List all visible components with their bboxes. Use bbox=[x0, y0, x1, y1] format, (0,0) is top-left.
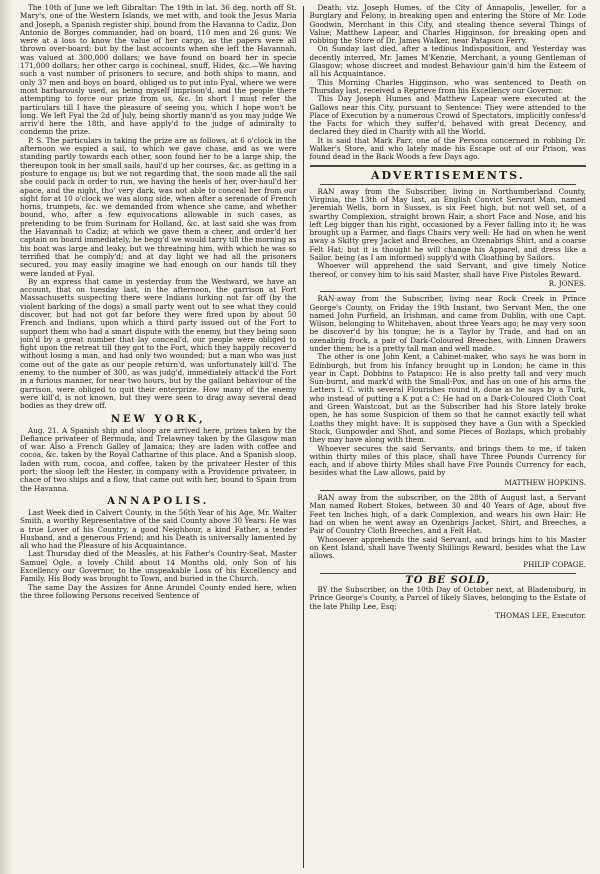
right-column bbox=[304, 4, 587, 870]
section-divider bbox=[310, 165, 587, 167]
advertisements-heading: ADVERTISEMENTS. bbox=[370, 168, 525, 182]
advertisement-sale bbox=[309, 574, 587, 620]
annapolis-assizes: The same Day the Assizes for Anne Arundel County ended here, when the three following Persons received Sentence of bbox=[20, 582, 297, 600]
ad-hopkins-reward: Whoever secures the said Servants, and brings them to me, if taken within thirty miles of this place, shall have Three Pounds Currency for each, and if above thirty Miles shall have Five Pounds Currency for each, besides what the Law allows, paid by bbox=[309, 443, 586, 478]
ad-copage-reward: Whosoever apprehends the said Servant, and brings him to his Master on Kent Island, shall have Twenty Shillings Reward, besides what the Law allows. bbox=[309, 534, 586, 561]
section-divider bbox=[320, 184, 577, 185]
westward-report: By an express that came in yesterday from the Westward, we have an account, that on tuesday last, in the afternoon, the garrison at Fort Massachusetts suspecting there were Indians lurking not far off (by the violent barking of the dogs) a small party went out to see what they could discover, but had not got far before they were fired upon by about 50 French and Indians, upon which a third party issued out of the Fort to support them who had a smart dispute with the enemy, but they being soon join'd by a great number that lay conceal'd, our people were obliged to fight upon the retreat till they got to the Fort, which they happily recover'd without losing a man, and had only two wounded; but a man who was just come out of the gate as our people return'd, was unfortunately kill'd. The enemy, to the number of 300, as was judg'd, immediately attack'd the Fort in a furious manner, for near two hours, but by the gallant behaviour of the garrison, were obliged to quit their enterprize. How many of the enemy were kill'd, is not known, but they were seen to drag away several dead bodies as they drew off. bbox=[20, 276, 297, 411]
gibraltar-postscript: P. S. The particulars in taking the prize are as follows, at 6 o'clock in the afternoon we espied a sail, to which we gave chase, and as we were standing partly towards each other, soon found her to be a large ship, the thereupon took in her small sails, haul'd up her courses, &c. as getting in a posture to engage us; but we not regarding that, the soon made all the sail she could pack in order to run, we having the heels of her, over-haul'd her apace, and the night, tho' very dark, was not able to conceal her from our sight for at 10 o'clock we was along side, when after a serenade of French horns, trumpets, &c. we demanded from whence she came, and whether bound, who, after a few equivocations allowable in such cases, as pretending to be from Surinam for Holland, &c. at last said she was from the Havannah to Cadiz; at which we gave them a cheer, and order'd her captain on board immediately, he begg'd we would tarry till the morning as his boat was large and leaky, but we threatning him, with which he was so terrified that he comply'd; and at day light we had all the prisoners secured, you may easily imagine we had enough on our hands till they were landed at Fyal. bbox=[20, 135, 297, 278]
advertisement-copage bbox=[310, 494, 587, 570]
gibraltar-letter: The 10th of June we left Gibraltar: The 19th in lat. 36 deg. north off St. Mary's, one of the Western Islands, we met with, and took the Jesus Maria and Joseph, a Spanish register ship, bound from the Havanna to Cadiz, Don Antonio de Borges commander, had on board, 110 men and 26 guns: We were at a loss to know the value of her cargo, as the papers were all thrown over-board; but by the last accounts when she left the Havannah, was valued at 300,000 dollars; we have found on board her in specie 171,000 dollars; her other cargo is cochineal, snuff, Hides, &c.—We having such a vast number of prisoners to secure, and both ships to mann, and only 37 men and boys on board, obliged us to put into Fyal, where we were most barbarously used, as being myself imprison'd, and the people there attempting to force our prize from us, &c. In short I must refer the particulars till I have the pleasure of seeing you, which I hope won't be long. We left Fyal the 2d of July, being shortly mann'd as you may judge We arriv'd here the 18th, and have apply'd to the judge of admiralty to condemn the prize. bbox=[20, 4, 297, 137]
newyork-heading: NEW YORK, bbox=[110, 413, 206, 425]
ad-jones-reward: Whoever will apprehend the said Servant, and give timely Notice thereof, or convey him to his said Master, shall have Five Pistoles Reward. bbox=[309, 261, 586, 279]
columns bbox=[20, 4, 586, 870]
advertisement-jones bbox=[310, 188, 587, 289]
ad-jones-body: RAN away from the Subscriber, living in Northumberland County, Virginia, the 13th of May last, an English Convict Servant Man, named Jeremiah Wells, born in Sussex, is six Feet high, but not well set, of a swarthy Complexion, straight brown Hair, a short Face and Nose, and his left Leg bigger than his right, occasioned by a Fever falling into it; he was brought up a Farmer, and flags Chairs very well: He had on when he went away a Skitty grey Jacket and Breeches, an Ozenabrigs Shirt, and a coarse Felt Hat; but it is thought he will change his Apparel, and dress like a Sailor, being (as I am informed) supply'd with Cloathing by Sailors. bbox=[309, 186, 586, 263]
advertisement-hopkins bbox=[310, 295, 587, 487]
ad-hopkins-signature: MATTHEW HOPKINS. bbox=[504, 477, 586, 487]
annapolis-obituary-smith: Last Week died in Calvert County, in the 56th Year of his Age, Mr. Walter Smith, a worthy Representative of the said County above 30 Years: He was a true Lover of his Country, a good Neighbour, a kind Father, a tender Husband, and a generous Friend; and his Death is universally lamented by all who had the Pleasure of his Acquaintance. bbox=[20, 507, 297, 551]
annapolis-obituary-ogle: Last Thursday died of the Measles, at his Father's Country-Seat, Master Samuel Ogle, a lovely Child about 14 Months old, only Son of his Excellency our Governor, to the unspeakable Loss of his Excellency and Family. His Body was brought to Town, and buried in the Church. bbox=[20, 549, 297, 584]
sale-title: TO BE SOLD, bbox=[405, 574, 491, 586]
sale-signature: THOMAS LEE, Executor. bbox=[495, 610, 586, 620]
news-mkenzie: On Sunday last died, after a tedious Indisposition, and Yesterday was decently interred, Mr. James M'Kenzie, Merchant, a young Gentleman of Glasgow; whose discreet and modest Behaviour gain'd him the Esteem of all his Acquaintance. bbox=[309, 44, 586, 79]
news-mark-parr: It is said that Mark Parr, one of the Persons concerned in robbing Dr. Walker's Store, and who lately made his Escape out of our Prison, was found dead in the Back Woods a few Days ago. bbox=[309, 135, 586, 162]
binding-shadow bbox=[0, 0, 12, 874]
news-execution: This Day Joseph Humes and Matthew Lapear were executed at the Gallows near this City, pursuant to Sentence: They were attended to the Place of Execution by a numerous Crowd of Spectators, implicitly confess'd the Facts for which they suffer'd, behaved with great Decency, and declared they died in Charity with all the World. bbox=[309, 94, 586, 137]
ad-hopkins-kent: The other is one John Kent, a Cabinet-maker, who says he was born in Edinburgh, but from his Infancy brought up in London; he came in this year in Capt. Dobbins to Patapsco: He is also pretty tall and very much Sun-burnt, and mark'd with the Small-Pox, and has on one of his arms the Letters I. C. with several Flourishes round it, done as he says by a Turk, who instead of putting a K put a C: He had on a Dark-Coloured Cloth Coat and Green Waistcoat, but as the Subscriber had his Store lately broke open, he has some Suspicion of them so that he cannot exactly tell what Loaths they might have: It is supposed they have a Gun with a Speckled Stock, Gunpowder and Shot, and some Pieces of Bozlaps, which probably they may have along with them. bbox=[309, 352, 586, 445]
left-column bbox=[20, 4, 303, 870]
annapolis-heading: ANNAPOLIS. bbox=[107, 495, 210, 507]
news-reprieve: This Morning Charles Higginson, who was sentenced to Death on Thursday last, received a Reprieve from his Excellency our Governor. bbox=[309, 77, 586, 95]
sale-body: BY the Subscriber, on the 10th Day of October next, at Bladensburg, in Prince George's County, a Parcel of likely Slaves, belonging to the Estate of the late Philip Lee, Esq; bbox=[309, 585, 586, 611]
news-sentence: Death; viz. Joseph Humes, of the City of Annapolis, Jeweller, for a Burglary and Felony, in breaking open and entering the Store of Mr. Lode Goodwin, Merchant in this City, and stealing thence several Things of Value; Matthew Lapear, and Charles Higginson, for breaking open and robbing the Store of Dr. James Walker, near Patapsco Ferry. bbox=[309, 4, 586, 46]
ad-jones-signature: R. JONES. bbox=[548, 278, 586, 288]
ad-divider bbox=[320, 490, 577, 491]
ad-divider bbox=[320, 291, 577, 292]
ad-copage-signature: PHILIP COPAGE. bbox=[523, 560, 586, 570]
newyork-report: Aug. 21. A Spanish ship and sloop are arrived here, prizes taken by the Defiance privateer of Bermuda, and Trelawney taken by the Glasgow man of war. Also a French Galley of Jamaica; they are laden with coffee and cocoa, &c. taken by the Royal Catharine of this place. And a Spanish sloop, laden with rum, cocoa, and coffee, taken by the privateer Hester of this port; the sloop left the Hester, in company with a Providence privateer, in chace of two ships and a flow, that came out with her, bound to Spain from the Havanna. bbox=[20, 425, 297, 493]
ad-hopkins-purfield: RAN-away from the Subscriber, living near Rock Creek in Prince George's County, on Friday the 19th Instant, two Servant Men, the one named John Purfield, an Irishman, and came from Dublin, with one Capt. Wilson, belonging to Whitehaven, about three Years ago; he may very soon be discover'd by his tongue; he is a Taylor by Trade, and had on an ozenabrig frock, a pair of Dark-Coloured Breeches, with Linnen Drawers under them; he is a pretty tall man and well made. bbox=[309, 294, 586, 353]
ad-copage-body: RAN away from the subscriber, on the 28th of August last, a Servant Man named Robert Stokes, between 30 and 40 Years of Age, about five Feet ten Inches high, of a dark Complexion, and wears his own Hair: He had on when he went away an Ozenbrigs Jacket, Shirt, and Breeches, a Pair of Country Cloth Breeches, and a Felt Hat. bbox=[309, 493, 586, 536]
ad-divider bbox=[320, 573, 577, 574]
